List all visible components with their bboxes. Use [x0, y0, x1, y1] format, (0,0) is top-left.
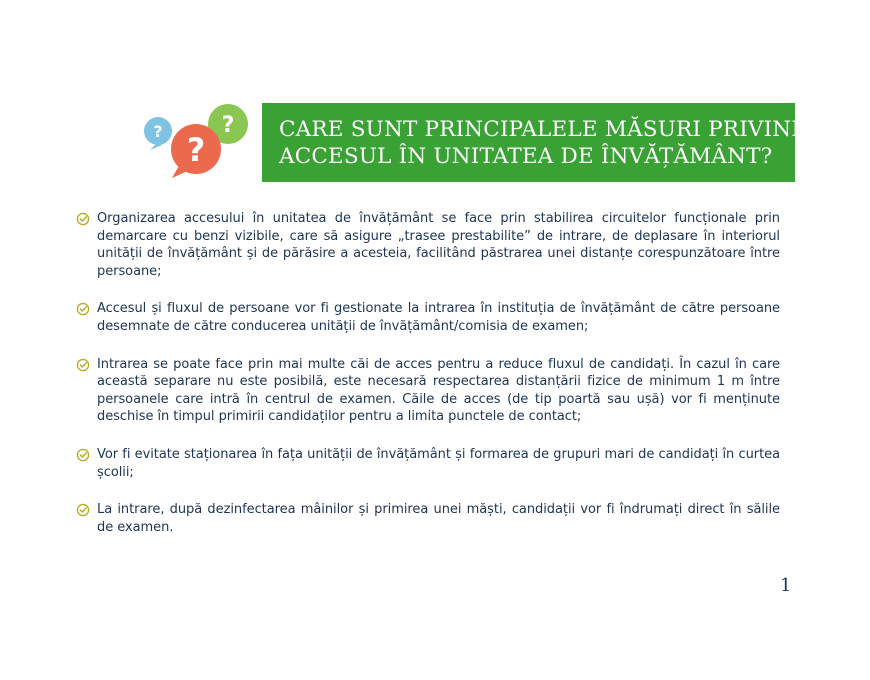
bullet-text: Vor fi evitate staționarea în fața unității de învățământ și formarea de grupuri mari de candidați în curtea școlii;: [97, 446, 780, 480]
question-bubbles-icon: [136, 104, 256, 182]
bullet-text: Organizarea accesului în unitatea de învățământ se face prin stabilirea circuitelor funcționale prin demarcare cu benzi vizibile, care să asigure „trasee prestabilite” de intrare, de deplasare în interiorul unității de învățământ și de părăsire a acesteia, facilitând păstrarea unei distanțe corespunzătoare între persoane;: [97, 211, 780, 279]
check-circle-icon: [76, 212, 90, 226]
list-item: [76, 210, 780, 280]
title-line-1: CARE SUNT PRINCIPALELE MĂSURI PRIVIND: [279, 116, 809, 142]
check-circle-icon: [76, 503, 90, 517]
blue-bubble-mark: ?: [153, 122, 163, 141]
bullet-list: [76, 210, 780, 556]
page-number: 1: [780, 575, 792, 596]
check-circle-icon: [76, 302, 90, 316]
slide-title: [262, 103, 809, 182]
title-line-2: ACCESUL ÎN UNITATEA DE ÎNVĂȚĂMÂNT?: [279, 143, 773, 169]
bullet-text: Intrarea se poate face prin mai multe căi de acces pentru a reduce fluxul de candidați. În cazul în care această separare nu este posibilă, este necesară respectarea distanțării fizice de minimum 1 m între persoanele care intră în centrul de examen. Căile de acces (de tip poartă sau ușă) vor fi menținute deschise în timpul primirii candidaților pentru a limita punctele de contact;: [97, 356, 780, 425]
green-bubble-mark: ?: [221, 113, 235, 138]
list-item: [76, 300, 780, 335]
check-circle-icon: [76, 358, 90, 372]
list-item: [76, 446, 780, 481]
bullet-text: Accesul și fluxul de persoane vor fi gestionate la intrarea în instituția de învățământ de către persoane desemnate de către conducerea unității de învățământ/comisia de examen;: [97, 301, 780, 334]
check-circle-icon: [76, 448, 90, 462]
bullet-text: La intrare, după dezinfectarea mâinilor și primirea unei măști, candidații vor fi îndrumați direct în sălile de examen.: [97, 502, 780, 535]
list-item: [76, 501, 780, 536]
red-bubble-mark: ?: [186, 131, 206, 169]
list-item: [76, 356, 780, 426]
